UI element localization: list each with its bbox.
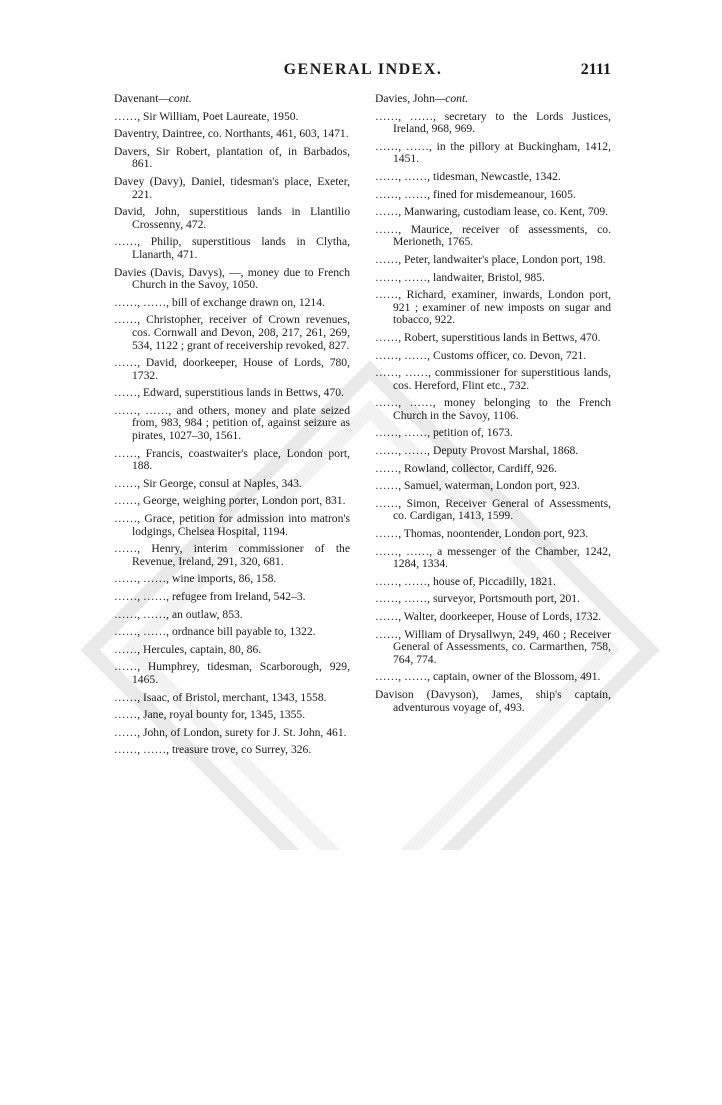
index-entry: ……, ……, tidesman, Newcastle, 1342. xyxy=(375,169,561,183)
heading-suffix: —cont. xyxy=(158,92,192,105)
entry-list xyxy=(375,111,611,715)
index-entry: ……, ……, Customs officer, co. Devon, 721. xyxy=(375,348,587,362)
index-entry: ……, Peter, landwaiter's place, London port, 198. xyxy=(375,252,606,266)
index-entry: Davey (Davy), Daniel, tidesman's place, Exeter, 221. xyxy=(114,174,350,201)
index-entry: ……, Manwaring, custodiam lease, co. Kent, 709. xyxy=(375,205,609,219)
index-entry: ……, ……, captain, owner of the Blossom, 491. xyxy=(375,670,601,684)
index-entry: ……, George, weighing porter, London port, 831. xyxy=(114,494,346,508)
index-entry: ……, ……, treasure trove, co Surrey, 326. xyxy=(114,743,312,757)
index-entry: ……, Maurice, receiver of assessments, co. Merioneth, 1765. xyxy=(375,222,611,249)
index-entry: ……, Sir George, consul at Naples, 343. xyxy=(114,476,302,490)
index-column-left xyxy=(114,93,350,762)
index-entry: ……, Richard, examiner, inwards, London port, 921 ; examiner of new imposts on sugar and tobacco, 922. xyxy=(375,288,611,327)
index-entry: ……, Rowland, collector, Cardiff, 926. xyxy=(375,461,557,475)
index-entry: Davers, Sir Robert, plantation of, in Barbados, 861. xyxy=(114,144,350,171)
index-entry: ……, Hercules, captain, 80, 86. xyxy=(114,642,262,656)
index-entry: ……, Thomas, noontender, London port, 923. xyxy=(375,527,589,541)
index-column-right xyxy=(375,93,611,719)
index-entry: ……, Humphrey, tidesman, Scarborough, 929, 1465. xyxy=(114,660,350,686)
index-entry: ……, ……, in the pillory at Buckingham, 1412, 1451. xyxy=(375,139,611,166)
index-entry: ……, Simon, Receiver General of Assessments, co. Cardigan, 1413, 1599. xyxy=(375,496,611,523)
index-entry: ……, ……, Deputy Provost Marshal, 1868. xyxy=(375,444,579,458)
index-entry: ……, ……, a messenger of the Chamber, 1242, 1284, 1334. xyxy=(375,544,611,571)
column-heading xyxy=(114,93,350,106)
index-entry: ……, ……, house of, Piccadilly, 1821. xyxy=(375,574,556,588)
heading-suffix: —cont. xyxy=(434,92,469,105)
index-entry: ……, Edward, superstitious lands in Bettws, 470. xyxy=(114,386,344,400)
index-entry: ……, Christopher, receiver of Crown revenues, cos. Cornwall and Devon, 208, 217, 261, 269, 534, 1122 ; grant of receivership revoked, 827. xyxy=(114,313,350,352)
index-entry: David, John, superstitious lands in Llantilio Crossenny, 472. xyxy=(114,205,350,231)
index-entry: ……, Isaac, of Bristol, merchant, 1343, 1558. xyxy=(114,690,327,704)
index-entry: ……, Philip, superstitious lands in Clytha, Llanarth, 471. xyxy=(114,235,350,261)
index-entry: ……, ……, refugee from Ireland, 542–3. xyxy=(114,590,306,603)
column-heading xyxy=(375,93,611,106)
index-entry: ……, ……, money belonging to the French Church in the Savoy, 1106. xyxy=(375,396,611,422)
entry-list xyxy=(114,111,350,757)
index-entry: ……, ……, secretary to the Lords Justices, Ireland, 968, 969. xyxy=(375,109,611,136)
index-entry: ……, Walter, doorkeeper, House of Lords, 1732. xyxy=(375,610,602,623)
page-number: 2111 xyxy=(580,61,611,78)
index-entry: ……, ……, ordnance bill payable to, 1322. xyxy=(114,625,316,639)
index-entry: ……, Francis, coastwaiter's place, London port, 188. xyxy=(114,446,350,473)
index-entry: ……, Sir William, Poet Laureate, 1950. xyxy=(114,109,299,123)
index-entry: ……, John, of London, surety for J. St. John, 461. xyxy=(114,725,347,739)
index-entry: ……, ……, an outlaw, 853. xyxy=(114,607,243,621)
index-entry: Daventry, Daintree, co. Northants, 461, 603, 1471. xyxy=(114,127,349,141)
index-entry: ……, William of Drysallwyn, 249, 460 ; Receiver General of Assessments, co. Carmarthen, 758, 764, 774. xyxy=(375,627,611,666)
index-entry: ……, ……, commissioner for superstitious lands, cos. Hereford, Flint etc., 732. xyxy=(375,366,611,392)
heading-name: Davenant xyxy=(114,92,159,105)
index-entry: ……, ……, and others, money and plate seized from, 983, 984 ; petition of, against seizure as pirates, 1027–30, 1561. xyxy=(114,403,350,443)
page-title: GENERAL INDEX. xyxy=(283,61,443,78)
index-entry: ……, Jane, royal bounty for, 1345, 1355. xyxy=(114,708,306,722)
index-entry: ……, ……, surveyor, Portsmouth port, 201. xyxy=(375,592,580,606)
index-entry: Davies (Davis, Davys), —, money due to French Church in the Savoy, 1050. xyxy=(114,265,350,292)
index-entry: ……, ……, petition of, 1673. xyxy=(375,426,513,440)
index-entry: ……, ……, fined for misdemeanour, 1605. xyxy=(375,187,576,201)
index-entry: ……, ……, landwaiter, Bristol, 985. xyxy=(375,270,545,284)
index-entry: ……, Robert, superstitious lands in Bettws, 470. xyxy=(375,330,601,344)
index-entry: ……, ……, wine imports, 86, 158. xyxy=(114,572,277,586)
heading-name: Davies, John xyxy=(375,92,435,105)
index-entry: ……, Samuel, waterman, London port, 923. xyxy=(375,479,580,493)
index-entry: ……, ……, bill of exchange drawn on, 1214. xyxy=(114,295,325,309)
index-entry: ……, Henry, interim commissioner of the Revenue, Ireland, 291, 320, 681. xyxy=(114,542,350,568)
index-entry: ……, David, doorkeeper, House of Lords, 780, 1732. xyxy=(114,356,350,382)
index-entry: ……, Grace, petition for admission into matron's lodgings, Chelsea Hospital, 1194. xyxy=(114,512,350,538)
index-entry: Davison (Davyson), James, ship's captain, adventurous voyage of, 493. xyxy=(375,687,611,714)
page-header xyxy=(115,61,611,81)
